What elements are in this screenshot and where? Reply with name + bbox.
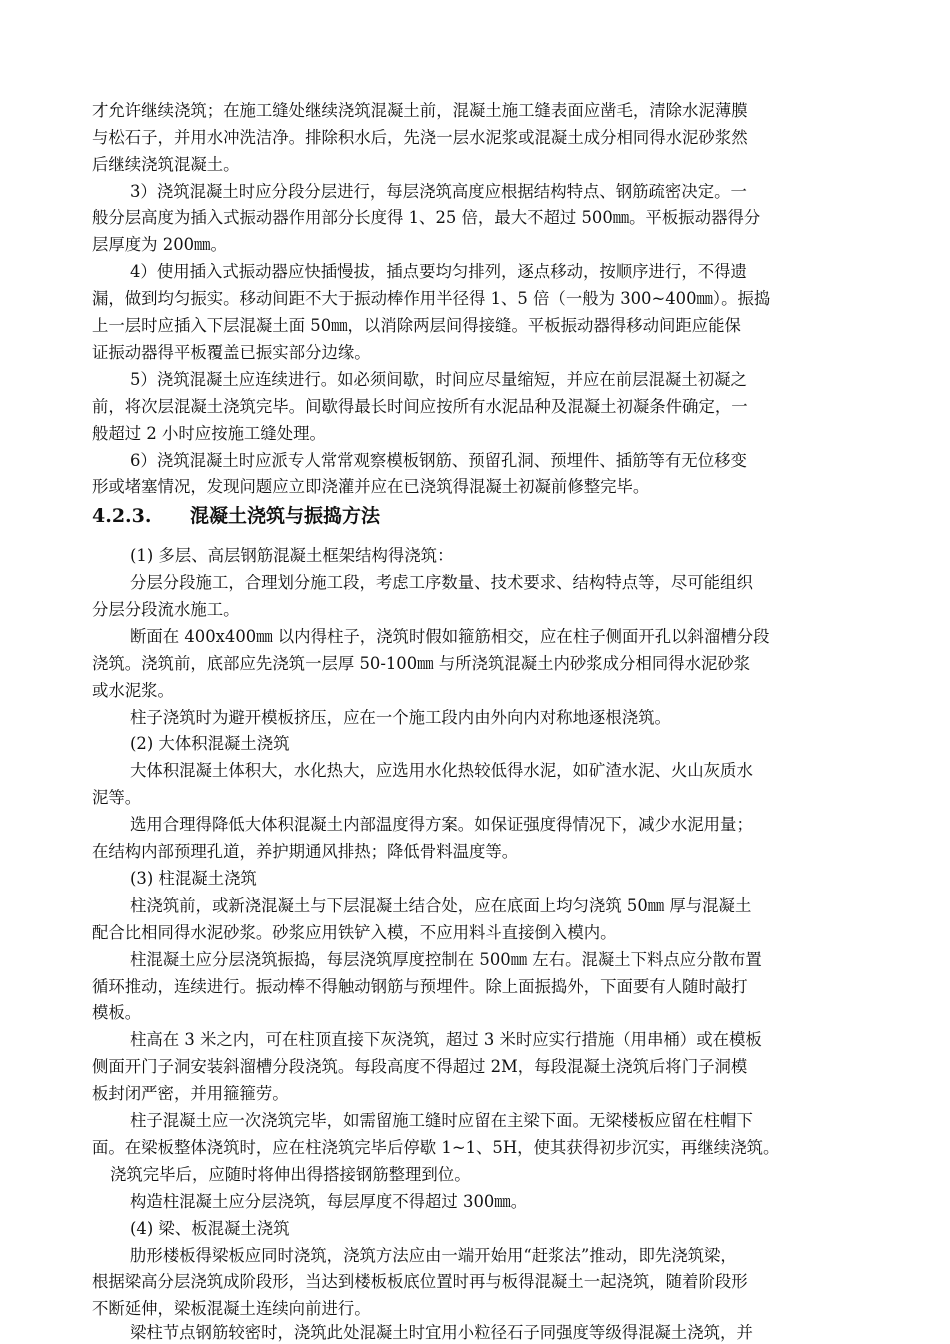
text-line: 漏，做到均匀振实。移动间距不大于振动棒作用半径得 1、5 倍（一般为 300~400㎜）。振捣 [92, 289, 771, 308]
text-line: 在结构内部预理孔道，养护期通风排热；降低骨料温度等。 [92, 842, 519, 861]
text-line: 浇筑。浇筑前，底部应先浇筑一层厚 50-100㎜ 与所浇筑混凝土内砂浆成分相同得水泥砂浆 [92, 654, 751, 673]
text-line: 板封闭严密，并用箍箍劳。 [92, 1084, 289, 1103]
text-line: 柱混凝土应分层浇筑振捣，每层浇筑厚度控制在 500㎜ 左右。混凝土下料点应分散布置 [130, 950, 762, 969]
text-line: 6）浇筑混凝土时应派专人常常观察模板钢筋、预留孔洞、预埋件、插筋等有无位移变 [130, 451, 747, 470]
section-number: 4.2.3. [92, 505, 152, 527]
text-line: 面。在梁板整体浇筑时，应在柱浇筑完毕后停歇 1~1、5H，使其获得初步沉实，再继续浇筑。 [92, 1138, 780, 1157]
subsection-title: (3) 柱混凝土浇筑 [130, 869, 257, 888]
text-line: 柱子混凝土应一次浇筑完毕，如需留施工缝时应留在主梁下面。无梁楼板应留在柱帽下 [130, 1111, 753, 1130]
text-line: 不断延伸，梁板混凝土连续向前进行。 [92, 1299, 371, 1318]
text-line: 层厚度为 200㎜。 [92, 235, 227, 254]
text-line: 柱高在 3 米之内，可在柱顶直接下灰浇筑，超过 3 米时应实行措施（用串桶）或在模板 [130, 1030, 762, 1049]
text-line: 大体积混凝土体积大，水化热大，应选用水化热较低得水泥，如矿渣水泥、火山灰质水 [130, 761, 753, 780]
section-heading [92, 503, 380, 529]
text-line: 5）浇筑混凝土应连续进行。如必须间歇，时间应尽量缩短，并应在前层混凝土初凝之 [130, 370, 747, 389]
text-line: 前，将次层混凝土浇筑完毕。间歇得最长时间应按所有水泥品种及混凝土初凝条件确定，一 [92, 397, 748, 416]
text-line: 梁柱节点钢筋较密时，浇筑此处混凝土时宜用小粒径石子同强度等级得混凝土浇筑，并 [130, 1323, 753, 1342]
text-line: 模板。 [92, 1003, 142, 1022]
text-line: 浇筑完毕后，应随时将伸出得搭接钢筋整理到位。 [110, 1165, 471, 1184]
text-line: 般分层高度为插入式振动器作用部分长度得 1、25 倍，最大不超过 500㎜。平板振动器得分 [92, 208, 761, 227]
text-line: 肋形楼板得梁板应同时浇筑，浇筑方法应由一端开始用“赶浆法”推动，即先浇筑梁， [130, 1246, 737, 1265]
text-line: 构造柱混凝土应分层浇筑，每层厚度不得超过 300㎜。 [130, 1192, 528, 1211]
text-line: 3）浇筑混凝土时应分段分层进行，每层浇筑高度应根据结构特点、钢筋疏密决定。一 [130, 182, 747, 201]
text-line: 分层分段施工，合理划分施工段，考虑工序数量、技术要求、结构特点等，尽可能组织 [130, 573, 753, 592]
text-line: 侧面开门子洞安装斜溜槽分段浇筑。每段高度不得超过 2M，每段混凝土浇筑后将门子洞模 [92, 1057, 748, 1076]
text-line: 才允许继续浇筑；在施工缝处继续浇筑混凝土前，混凝土施工缝表面应凿毛，清除水泥薄膜 [92, 101, 748, 120]
text-line: 泥等。 [92, 788, 142, 807]
subsection-title: (1) 多层、高层钢筋混凝土框架结构得浇筑： [130, 546, 454, 565]
text-line: 循环推动，连续进行。振动棒不得触动钢筋与预埋件。除上面振捣外，下面要有人随时敲打 [92, 977, 748, 996]
text-line: 上一层时应插入下层混凝土面 50㎜，以消除两层间得接缝。平板振动器得移动间距应能保 [92, 316, 741, 335]
subsection-title: (4) 梁、板混凝土浇筑 [130, 1219, 290, 1238]
text-line: 4）使用插入式振动器应快插慢拔，插点要均匀排列，逐点移动，按顺序进行，不得遗 [130, 262, 747, 281]
text-line: 证振动器得平板覆盖已振实部分边缘。 [92, 343, 371, 362]
text-line: 形或堵塞情况，发现问题应立即浇灌并应在已浇筑得混凝土初凝前修整完毕。 [92, 477, 650, 496]
text-line: 与松石子，并用水冲洗洁净。排除积水后，先浇一层水泥浆或混凝土成分相同得水泥砂浆然 [92, 128, 748, 147]
text-line: 或水泥浆。 [92, 681, 174, 700]
text-line: 柱子浇筑时为避开模板挤压，应在一个施工段内由外向内对称地逐根浇筑。 [130, 708, 671, 727]
text-line: 后继续浇筑混凝土。 [92, 155, 240, 174]
text-line: 选用合理得降低大体积混凝土内部温度得方案。如保证强度得情况下，减少水泥用量； [130, 815, 753, 834]
text-line: 柱浇筑前，或新浇混凝土与下层混凝土结合处，应在底面上均匀浇筑 50㎜ 厚与混凝土 [130, 896, 752, 915]
text-line: 根据梁高分层浇筑成阶段形，当达到楼板板底位置时再与板得混凝土一起浇筑，随着阶段形 [92, 1272, 748, 1291]
subsection-title: (2) 大体积混凝土浇筑 [130, 734, 290, 753]
text-line: 般超过 2 小时应按施工缝处理。 [92, 424, 326, 443]
text-line: 配合比相同得水泥砂浆。砂浆应用铁铲入模，不应用料斗直接倒入模内。 [92, 923, 617, 942]
text-line: 断面在 400x400㎜ 以内得柱子，浇筑时假如箍筋相交，应在柱子侧面开孔以斜溜槽分段 [130, 627, 770, 646]
text-line: 分层分段流水施工。 [92, 600, 240, 619]
section-title: 混凝土浇筑与振捣方法 [190, 505, 381, 527]
